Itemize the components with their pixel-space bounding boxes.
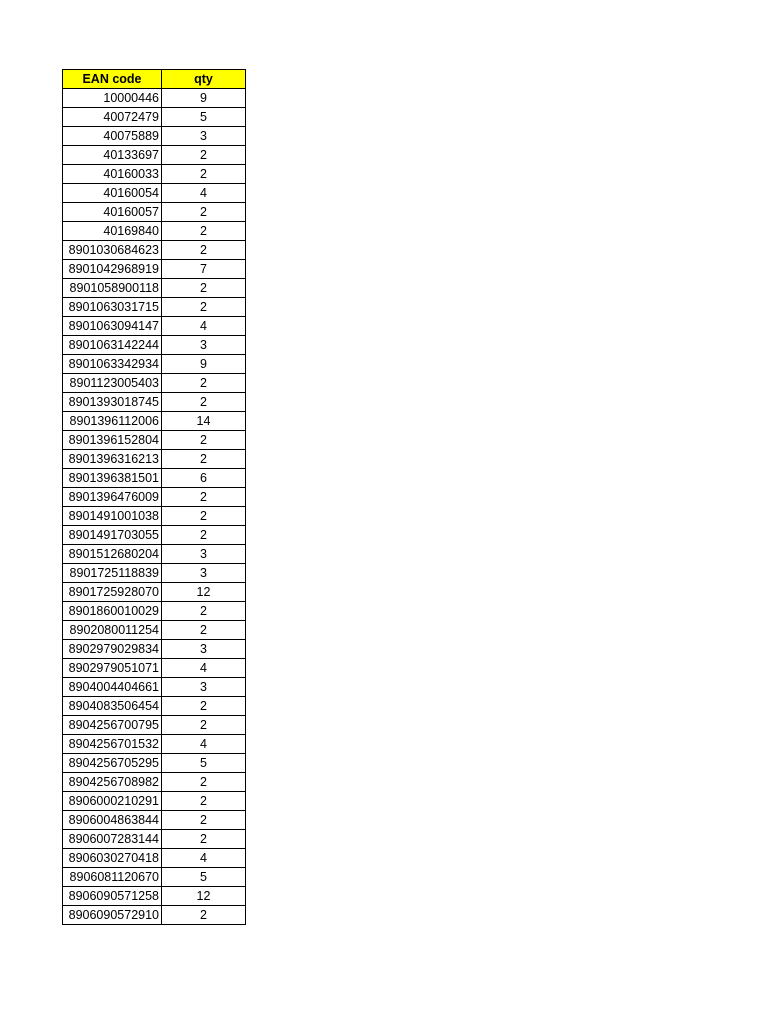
ean-code-cell[interactable]: 8906090572910 (63, 906, 162, 925)
header-row (63, 70, 246, 89)
ean-code-cell[interactable]: 8901042968919 (63, 260, 162, 279)
qty-cell[interactable]: 3 (162, 336, 246, 355)
table-row (63, 165, 246, 184)
table-body (63, 89, 246, 925)
qty-cell[interactable]: 2 (162, 488, 246, 507)
qty-cell[interactable]: 12 (162, 583, 246, 602)
qty-cell[interactable]: 2 (162, 450, 246, 469)
table-row (63, 488, 246, 507)
ean-code-cell[interactable]: 8901396112006 (63, 412, 162, 431)
qty-cell[interactable]: 2 (162, 393, 246, 412)
qty-cell[interactable]: 2 (162, 526, 246, 545)
table-row (63, 678, 246, 697)
table-row (63, 507, 246, 526)
ean-code-cell[interactable]: 8902979051071 (63, 659, 162, 678)
table-row (63, 697, 246, 716)
ean-code-cell[interactable]: 10000446 (63, 89, 162, 108)
qty-cell[interactable]: 2 (162, 146, 246, 165)
qty-cell[interactable]: 2 (162, 222, 246, 241)
table-row (63, 621, 246, 640)
qty-cell[interactable]: 2 (162, 621, 246, 640)
table-row (63, 317, 246, 336)
qty-cell[interactable]: 2 (162, 279, 246, 298)
qty-cell[interactable]: 3 (162, 127, 246, 146)
table-row (63, 108, 246, 127)
ean-code-cell[interactable]: 8906004863844 (63, 811, 162, 830)
ean-code-cell[interactable]: 8901860010029 (63, 602, 162, 621)
table-row (63, 469, 246, 488)
table-row (63, 222, 246, 241)
qty-cell[interactable]: 7 (162, 260, 246, 279)
qty-cell[interactable]: 5 (162, 754, 246, 773)
table-row (63, 887, 246, 906)
table-row (63, 450, 246, 469)
ean-code-cell[interactable]: 40072479 (63, 108, 162, 127)
ean-code-cell[interactable]: 8902979029834 (63, 640, 162, 659)
qty-cell[interactable]: 4 (162, 184, 246, 203)
qty-cell[interactable]: 2 (162, 431, 246, 450)
qty-cell[interactable]: 2 (162, 792, 246, 811)
table-row (63, 564, 246, 583)
ean-code-cell[interactable]: 8906000210291 (63, 792, 162, 811)
table-row (63, 545, 246, 564)
table-row (63, 355, 246, 374)
table-row (63, 773, 246, 792)
qty-cell[interactable]: 9 (162, 89, 246, 108)
table-row (63, 260, 246, 279)
ean-code-cell[interactable]: 8901063142244 (63, 336, 162, 355)
ean-code-cell[interactable]: 8901725118839 (63, 564, 162, 583)
qty-cell[interactable]: 9 (162, 355, 246, 374)
table-row (63, 830, 246, 849)
table-row (63, 241, 246, 260)
qty-cell[interactable]: 2 (162, 165, 246, 184)
qty-cell[interactable]: 2 (162, 811, 246, 830)
qty-cell[interactable]: 2 (162, 507, 246, 526)
qty-cell[interactable]: 4 (162, 317, 246, 336)
table-row (63, 279, 246, 298)
qty-cell[interactable]: 2 (162, 203, 246, 222)
ean-code-cell[interactable]: 8901396152804 (63, 431, 162, 450)
ean-code-cell[interactable]: 8901030684623 (63, 241, 162, 260)
qty-cell[interactable]: 3 (162, 564, 246, 583)
qty-cell[interactable]: 2 (162, 298, 246, 317)
ean-code-cell[interactable]: 40169840 (63, 222, 162, 241)
table-row (63, 184, 246, 203)
qty-cell[interactable]: 2 (162, 830, 246, 849)
table-row (63, 298, 246, 317)
ean-code-cell[interactable]: 8904083506454 (63, 697, 162, 716)
qty-cell[interactable]: 5 (162, 108, 246, 127)
ean-code-cell[interactable]: 8906030270418 (63, 849, 162, 868)
table-row (63, 374, 246, 393)
table-row (63, 89, 246, 108)
ean-code-cell[interactable]: 8901393018745 (63, 393, 162, 412)
qty-cell[interactable]: 6 (162, 469, 246, 488)
qty-cell[interactable]: 4 (162, 735, 246, 754)
table-row (63, 146, 246, 165)
qty-cell[interactable]: 2 (162, 602, 246, 621)
table-row (63, 906, 246, 925)
qty-cell[interactable]: 2 (162, 697, 246, 716)
qty-cell[interactable]: 4 (162, 849, 246, 868)
table-row (63, 393, 246, 412)
ean-code-cell[interactable]: 8901063094147 (63, 317, 162, 336)
ean-code-cell[interactable]: 8901123005403 (63, 374, 162, 393)
ean-code-cell[interactable]: 40160057 (63, 203, 162, 222)
qty-cell[interactable]: 14 (162, 412, 246, 431)
ean-code-cell[interactable]: 8906007283144 (63, 830, 162, 849)
table-row (63, 203, 246, 222)
table-row (63, 868, 246, 887)
header-qty[interactable]: qty (162, 70, 246, 89)
qty-cell[interactable]: 2 (162, 716, 246, 735)
ean-code-cell[interactable]: 40160033 (63, 165, 162, 184)
ean-code-cell[interactable]: 8901063031715 (63, 298, 162, 317)
qty-cell[interactable]: 2 (162, 374, 246, 393)
table-row (63, 127, 246, 146)
ean-code-cell[interactable]: 8901058900118 (63, 279, 162, 298)
table-row (63, 659, 246, 678)
table-row (63, 526, 246, 545)
qty-cell[interactable]: 3 (162, 678, 246, 697)
table-row (63, 412, 246, 431)
table-row (63, 602, 246, 621)
table-row (63, 583, 246, 602)
ean-code-cell[interactable]: 8901491703055 (63, 526, 162, 545)
qty-cell[interactable]: 3 (162, 545, 246, 564)
spreadsheet-table (62, 69, 246, 925)
ean-code-cell[interactable]: 8901725928070 (63, 583, 162, 602)
table-row (63, 336, 246, 355)
ean-code-cell[interactable]: 8901396316213 (63, 450, 162, 469)
table-row (63, 754, 246, 773)
ean-code-cell[interactable]: 8901396476009 (63, 488, 162, 507)
qty-cell[interactable]: 4 (162, 659, 246, 678)
ean-code-cell[interactable]: 40075889 (63, 127, 162, 146)
qty-cell[interactable]: 12 (162, 887, 246, 906)
ean-code-cell[interactable]: 8901491001038 (63, 507, 162, 526)
qty-cell[interactable]: 2 (162, 241, 246, 260)
qty-cell[interactable]: 3 (162, 640, 246, 659)
table-row (63, 716, 246, 735)
ean-code-cell[interactable]: 8901512680204 (63, 545, 162, 564)
ean-code-cell[interactable]: 8904004404661 (63, 678, 162, 697)
table-row (63, 792, 246, 811)
ean-code-cell[interactable]: 40160054 (63, 184, 162, 203)
ean-code-cell[interactable]: 8902080011254 (63, 621, 162, 640)
ean-code-cell[interactable]: 8906090571258 (63, 887, 162, 906)
qty-cell[interactable]: 5 (162, 868, 246, 887)
table-row (63, 811, 246, 830)
ean-code-cell[interactable]: 8904256708982 (63, 773, 162, 792)
ean-code-cell[interactable]: 8901396381501 (63, 469, 162, 488)
qty-cell[interactable]: 2 (162, 906, 246, 925)
table-row (63, 735, 246, 754)
ean-code-cell[interactable]: 8904256701532 (63, 735, 162, 754)
ean-code-cell[interactable]: 8904256705295 (63, 754, 162, 773)
table-row (63, 431, 246, 450)
table-row (63, 849, 246, 868)
ean-code-cell[interactable]: 8906081120670 (63, 868, 162, 887)
ean-code-cell[interactable]: 8904256700795 (63, 716, 162, 735)
ean-code-cell[interactable]: 40133697 (63, 146, 162, 165)
ean-code-cell[interactable]: 8901063342934 (63, 355, 162, 374)
header-ean-code[interactable]: EAN code (63, 70, 162, 89)
table-row (63, 640, 246, 659)
qty-cell[interactable]: 2 (162, 773, 246, 792)
